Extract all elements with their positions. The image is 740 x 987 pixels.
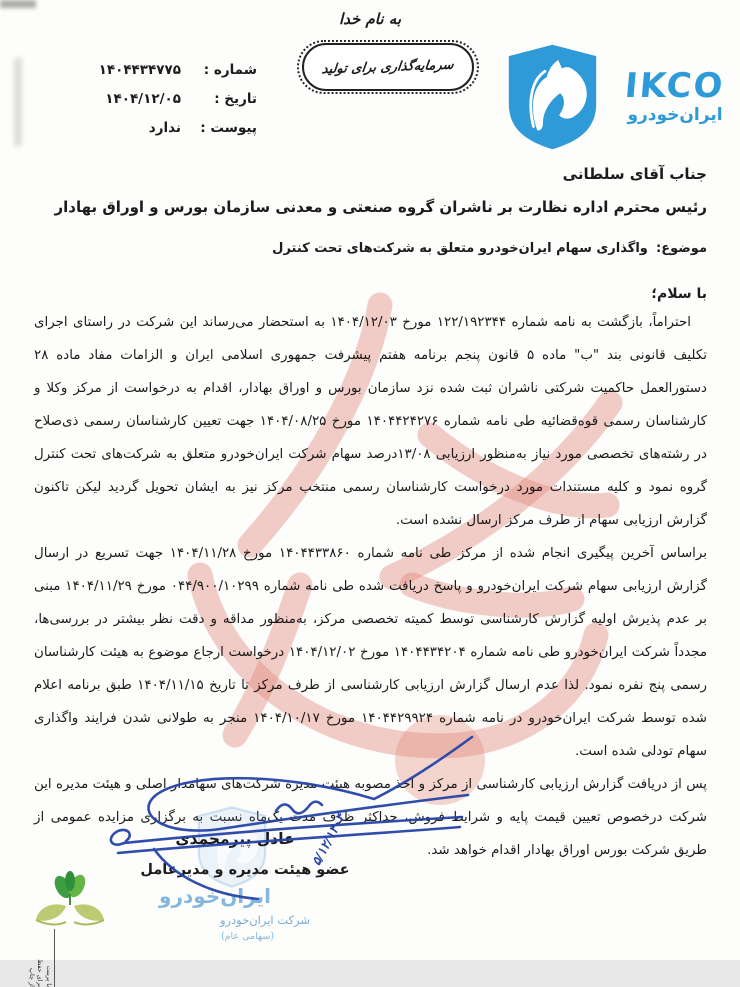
subject-label: موضوع:: [656, 241, 707, 256]
letter-number-row: [33, 62, 257, 91]
letter-body: [34, 306, 707, 867]
bismillah-text: به نام خدا: [338, 10, 401, 28]
company-stamp-name: شرکت ایران‌خودرو: [219, 913, 311, 927]
eco-note-line: برای حفظ: [36, 959, 45, 987]
signer-title: عضو هیئت مدیره و مدیرعامل: [140, 862, 350, 878]
subject-text: واگذاری سهام ایران‌خودرو متعلق به شرکت‌های تحت کنترل: [272, 241, 648, 256]
letter-date-label: تاریخ :: [214, 91, 257, 107]
recipient-name: جناب آقای سلطانی: [562, 165, 707, 183]
letter-date-row: [33, 91, 257, 120]
scan-smudge: [14, 58, 22, 146]
signer-name: عادل پیرمحمدی: [175, 830, 295, 848]
letter-attachment-row: [33, 120, 257, 149]
recipient-title: رئیس محترم اداره نظارت بر ناشران گروه صنعتی و معدنی سازمان بورس و اوراق بهادار: [54, 198, 707, 216]
handwritten-date: ۵/۱۲/۱۴۰۴: [308, 811, 348, 868]
year-slogan-stamp: [297, 40, 479, 94]
ikco-wordmark-fa: ایران‌خودرو: [627, 105, 723, 125]
letter-date-value: ۱۴۰۴/۱۲/۰۵: [105, 91, 181, 107]
eco-note-line: از چاپ: [27, 967, 36, 987]
letter-attachment-label: پیوست :: [200, 120, 257, 136]
eco-hands-plant-icon: [30, 872, 110, 930]
letter-meta-fields: [33, 62, 257, 149]
letter-number-label: شماره :: [203, 62, 257, 78]
eco-note-text: [25, 929, 55, 987]
body-paragraph-1: احتراماً، بازگشت به نامه شماره ۱۲۲/۱۹۲۳۴۴ مورخ ۱۴۰۴/۱۲/۰۳ به استحضار می‌رساند این شرکت در راستای اجرای تکلیف قانونی بند "ب" ماده ۵ قانون پنجم برنامه هفتم پیشرفت جمهوری اسلامی ایران و الزامات مفاد ماده ۲۸ دستورالعمل حاکمیت شرکتی ناشران ثبت شده نزد سازمان بورس و اوراق بهادار، اقدام به درخواست از مرکز وکلا و کارشناسان رسمی قوه‌قضائیه طی نامه شماره ۱۴۰۴۴۲۴۲۷۶ مورخ ۱۴۰۴/۰۸/۲۵ جهت تعیین کارشناسان رسمی ذی‌صلاح در رشته‌های تخصصی مورد نیاز به‌منظور ارزیابی ۱۳/۰۸درصد سهام شرکت ایران‌خودرو متعلق به شرکت‌های تحت کنترل گروه نمود و کلیه مستندات مورد درخواست کارشناسان رسمی منتخب مرکز نیز به ایشان تحویل گردید لیکن تاکنون گزارش ارزیابی سهام از طرف مرکز ارسال نشده است.: [34, 315, 708, 528]
ikco-logo: [505, 42, 740, 152]
letter-attachment-value: ندارد: [148, 120, 181, 136]
company-stamp-wordmark: ایران‌خودرو: [159, 884, 271, 908]
ikco-wordmark-en: IKCO: [623, 66, 727, 106]
eco-note-line: با پرینت: [45, 965, 53, 987]
ikco-logo-texts: [610, 66, 740, 125]
letter-number-value: ۱۴۰۴۴۳۴۷۷۵: [98, 62, 181, 78]
subject-line: [272, 241, 707, 256]
year-slogan-text: سرمایه‌گذاری برای تولید: [321, 57, 455, 77]
salutation: با سلام؛: [651, 286, 707, 302]
body-paragraph-3: پس از دریافت گزارش ارزیابی کارشناسی از مرکز و اخذ مصوبه هیئت مدیره شرکت‌های سهامدار اصلی و هیئت مدیره این شرکت درخصوص تعیین قیمت پایه و شرایط فروش، حداکثر ظرف مدت یک‌ماه نسبت به برگزاری مزایده عمومی از طریق شرکت بورس اوراق بهادار اقدام خواهد شد.: [34, 777, 707, 858]
company-stamp-type: (سهامی عام): [220, 931, 275, 942]
scan-smudge: [0, 0, 36, 8]
year-slogan-border: [302, 43, 474, 91]
body-paragraph-2: براساس آخرین پیگیری انجام شده از مرکز طی نامه شماره ۱۴۰۴۴۳۳۸۶۰ مورخ ۱۴۰۴/۱۱/۲۸ جهت تسریع در ارسال گزارش ارزیابی سهام شرکت ایران‌خودرو و پاسخ دریافت شده طی نامه شماره ۰۴۴/۹۰۰/۱۰۲۹۹ مورخ ۱۴۰۴/۱۱/۲۹ مبنی بر عدم پذیرش اولیه گزارش کارشناسی توسط کمیته تخصصی مرکز، به‌منظور مداقه و دقت نظر بیشتر در بررسی‌ها، مجدداً شرکت ایران‌خودرو طی نامه شماره ۱۴۰۴۴۳۴۲۰۴ مورخ ۱۴۰۴/۱۲/۰۲ درخواست ارجاع موضوع به هیئت کارشناسان رسمی پنج نفره نمود. لذا عدم ارسال گزارش ارزیابی کارشناسی از طرف مرکز تا تاریخ ۱۴۰۴/۱۱/۱۵ طبق برنامه اعلام شده توسط شرکت ایران‌خودرو در نامه شماره ۱۴۰۴۴۲۹۹۲۴ مورخ ۱۴۰۴/۱۰/۱۷ منجر به طولانی شدن فرایند واگذاری سهام تودلی شده است.: [34, 546, 708, 759]
ikco-shield-horse-icon: [505, 42, 600, 152]
